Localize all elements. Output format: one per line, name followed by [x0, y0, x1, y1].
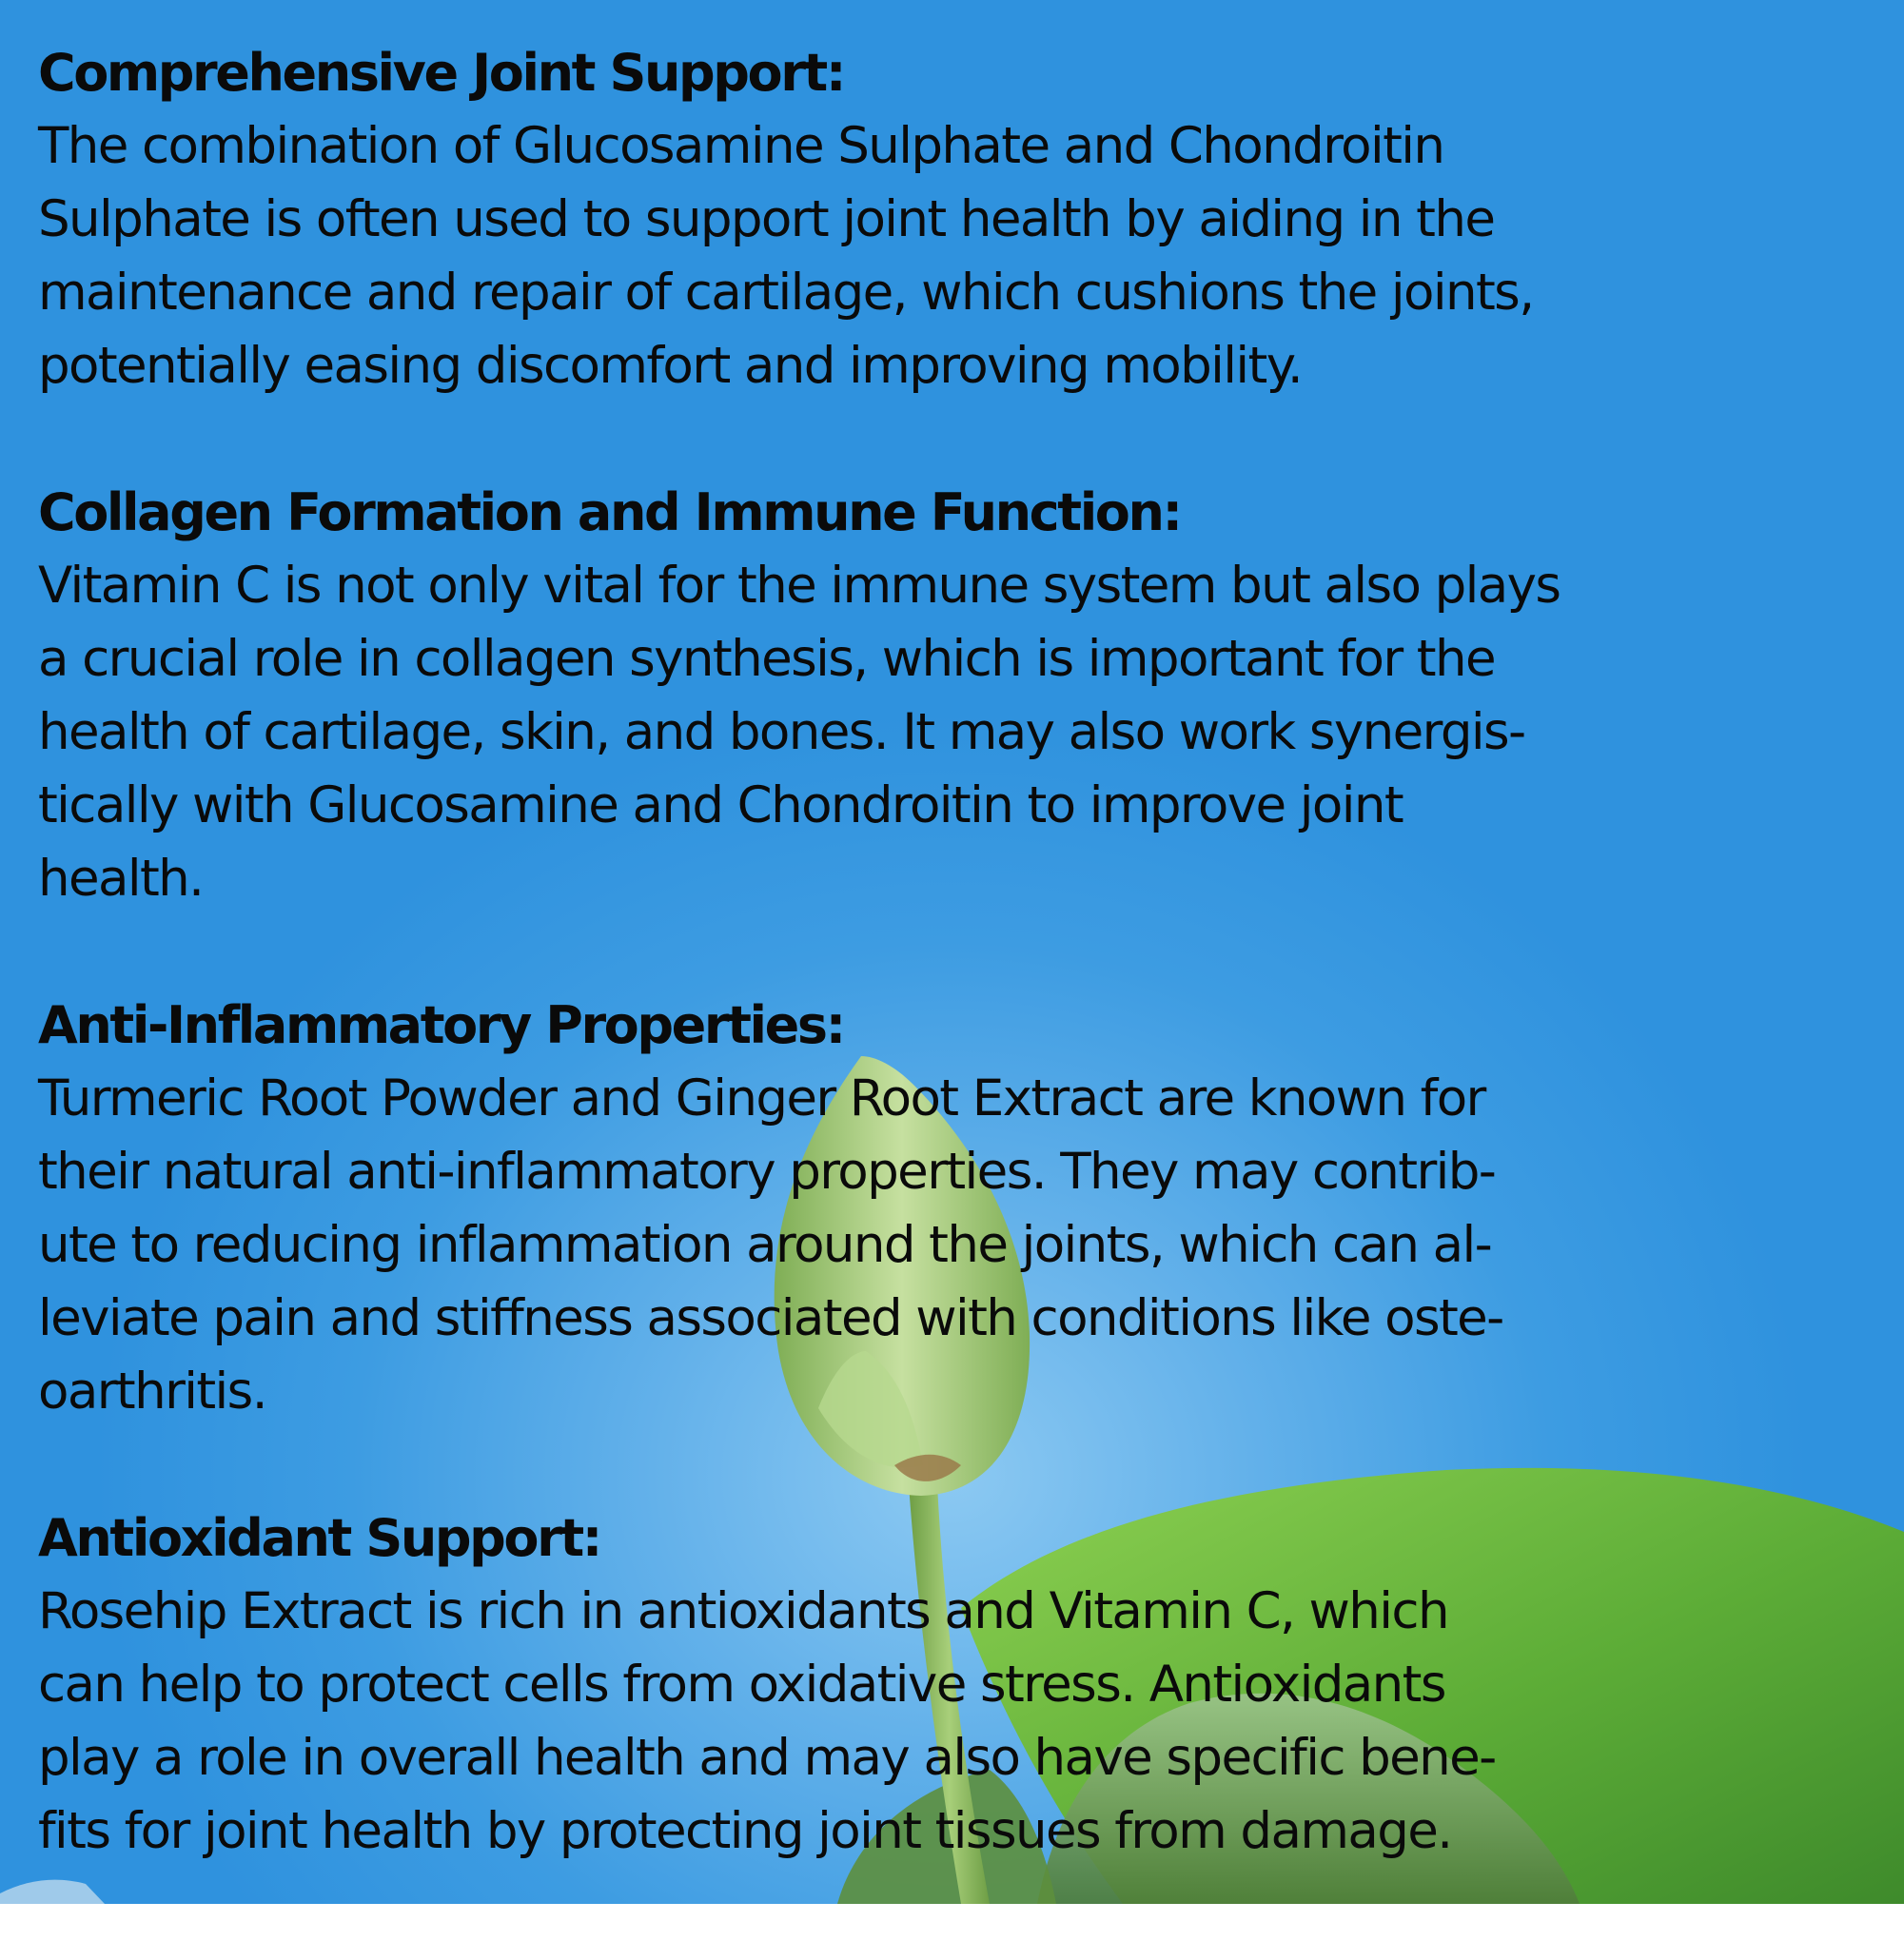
section-heading: Collagen Formation and Immune Function: [38, 482, 1181, 542]
body-line: play a role in overall health and may also have specific bene- [38, 1729, 1496, 1787]
body-line: Rosehip Extract is rich in antioxidants and Vitamin C, which [38, 1582, 1448, 1640]
section-heading: Anti-Inflammatory Properties: [38, 995, 844, 1055]
body-line: a crucial role in collagen synthesis, which is important for the [38, 630, 1495, 688]
body-line: tically with Glucosamine and Chondroitin to improve joint [38, 776, 1403, 834]
section-joint-support [38, 36, 1875, 402]
body-line: leviate pain and stiffness associated with conditions like oste- [38, 1289, 1503, 1347]
body-line: can help to protect cells from oxidative stress. Antioxidants [38, 1656, 1445, 1714]
body-line: Sulphate is often used to support joint health by aiding in the [38, 190, 1495, 248]
body-line: Vitamin C is not only vital for the immune system but also plays [38, 557, 1560, 615]
section-body [38, 109, 1875, 402]
body-line: health. [38, 850, 204, 908]
body-line: health of cartilage, skin, and bones. It may also work synergis- [38, 703, 1525, 761]
body-line: oarthritis. [38, 1363, 266, 1421]
body-line: their natural anti-inflammatory properties. They may contrib- [38, 1143, 1496, 1201]
body-line: fits for joint health by protecting joint tissues from damage. [38, 1802, 1452, 1860]
body-line: potentially easing discomfort and improving mobility. [38, 337, 1303, 395]
body-line: The combination of Glucosamine Sulphate and Chondroitin [38, 117, 1444, 175]
section-heading: Comprehensive Joint Support: [38, 43, 845, 103]
section-body [38, 1575, 1875, 1868]
benefits-text-block [38, 36, 1875, 1941]
section-body [38, 549, 1875, 915]
body-line: ute to reducing inflammation around the joints, which can al- [38, 1216, 1492, 1274]
section-anti-inflammatory [38, 989, 1875, 1428]
section-collagen-immune [38, 476, 1875, 915]
section-body [38, 1062, 1875, 1428]
body-line: maintenance and repair of cartilage, which cushions the joints, [38, 264, 1534, 322]
section-heading: Antioxidant Support: [38, 1508, 600, 1568]
body-line: Turmeric Root Powder and Ginger Root Extract are known for [38, 1069, 1485, 1127]
section-antioxidant [38, 1501, 1875, 1868]
